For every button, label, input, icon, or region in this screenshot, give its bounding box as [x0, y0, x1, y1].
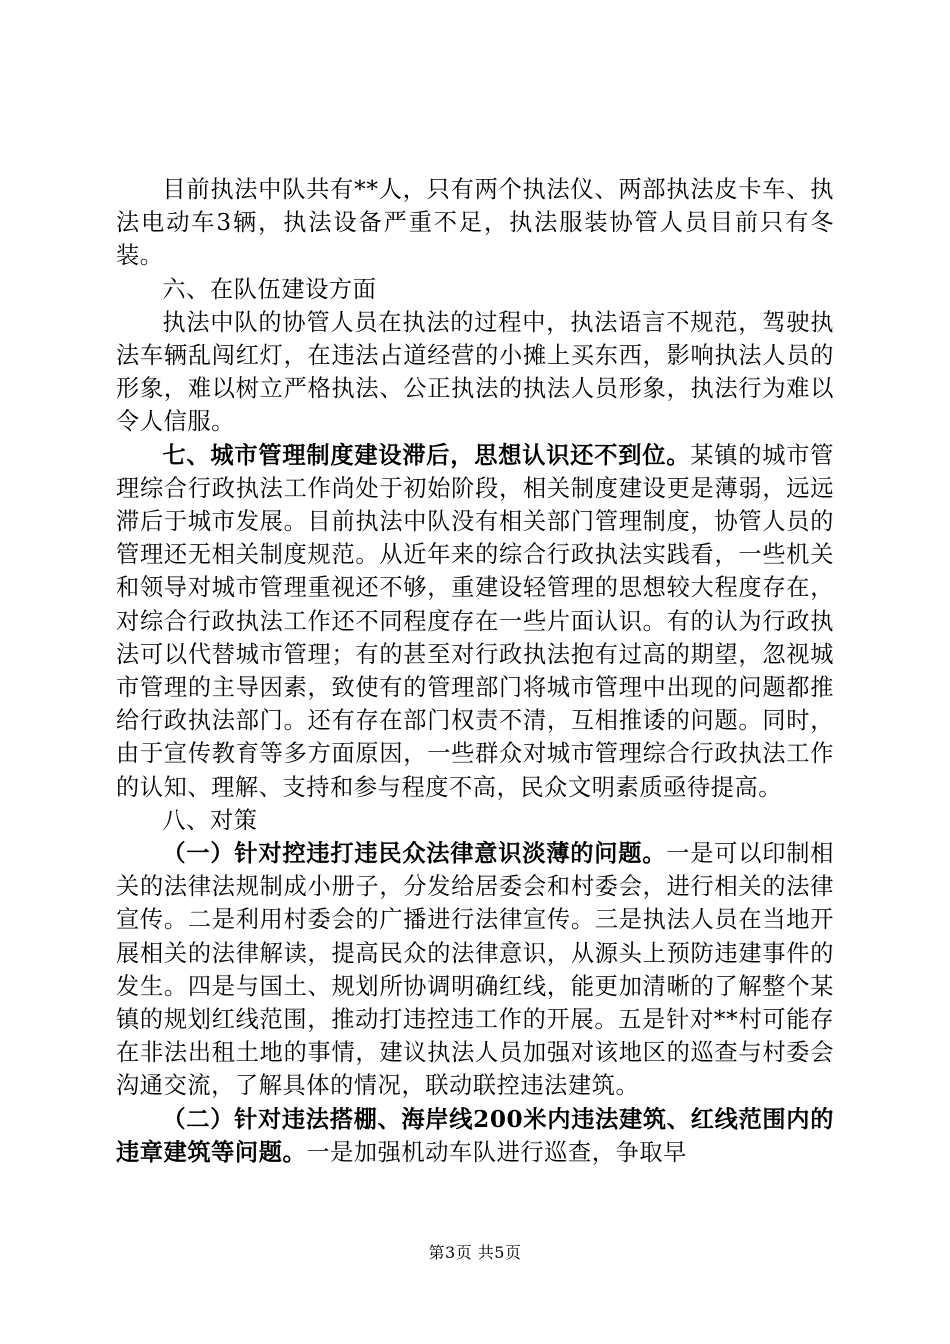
- paragraph-text: 一是加强机动车队进行巡查，争取早: [306, 1138, 687, 1166]
- paragraph-lead: 七、城市管理制度建设滞后，思想认识还不到位。: [162, 441, 691, 469]
- page-footer: 第3页 共5页: [428, 1243, 522, 1262]
- document-body: [116, 173, 834, 1169]
- paragraph-lead: （二）针对违法搭棚、海岸线200米内违法建筑、红线范围内的违章建筑等问题。: [116, 1105, 834, 1166]
- section-heading-team-building: 六、在队伍建设方面: [162, 275, 377, 303]
- paragraph-team-building: [116, 306, 834, 439]
- paragraph-text: 一是可以印制相关的法律法规制成小册子，分发给居委会和村委会，进行相关的法律宣传。二是利用村委会的广播进行法律宣传。三是执法人员在当地开展相关的法律解读，提高民众的法律意识，从源头上预防违建事件的发生。四是与国土、规划所协调明确红线，能更加清晰的了解整个某镇的规划红线范围，推动打违控违工作的开展。五是针对**村可能存在非法出租土地的事情，建议执法人员加强对该地区的巡查与村委会沟通交流，了解具体的情况，联动联控违法建筑。: [116, 840, 834, 1100]
- paragraph-lead: （一）针对控违打违民众法律意识淡薄的问题。: [162, 840, 667, 868]
- paragraph-text: 执法中队的协管人员在执法的过程中，执法语言不规范，驾驶执法车辆乱闯红灯，在违法占道经营的小摊上买东西，影响执法人员的形象，难以树立严格执法、公正执法的执法人员形象，执法行为难以令人信服。: [116, 308, 834, 436]
- paragraph-text: 目前执法中队共有**人，只有两个执法仪、两部执法皮卡车、执法电动车3辆，执法设备严重不足，执法服装协管人员目前只有冬装。: [116, 176, 834, 270]
- paragraph-equipment: [116, 173, 834, 273]
- paragraph-countermeasure-2: [116, 1103, 834, 1169]
- section-heading-countermeasures: 八、对策: [162, 806, 258, 834]
- paragraph-countermeasure-1: [116, 837, 834, 1103]
- paragraph-management-system: [116, 439, 834, 804]
- paragraph-text: 某镇的城市管理综合行政执法工作尚处于初始阶段，相关制度建设更是薄弱，远远滞后于城市发展。目前执法中队没有相关部门管理制度，协管人员的管理还无相关制度规范。从近年来的综合行政执法实践看，一些机关和领导对城市管理重视还不够，重建设轻管理的思想较大程度存在，对综合行政执法工作还不同程度存在一些片面认识。有的认为行政执法可以代替城市管理；有的甚至对行政执法抱有过高的期望，忽视城市管理的主导因素，致使有的管理部门将城市管理中出现的问题都推给行政执法部门。还有存在部门权责不清，互相推诿的问题。同时，由于宣传教育等多方面原因，一些群众对城市管理综合行政执法工作的认知、理解、支持和参与程度不高，民众文明素质亟待提高。: [116, 441, 834, 801]
